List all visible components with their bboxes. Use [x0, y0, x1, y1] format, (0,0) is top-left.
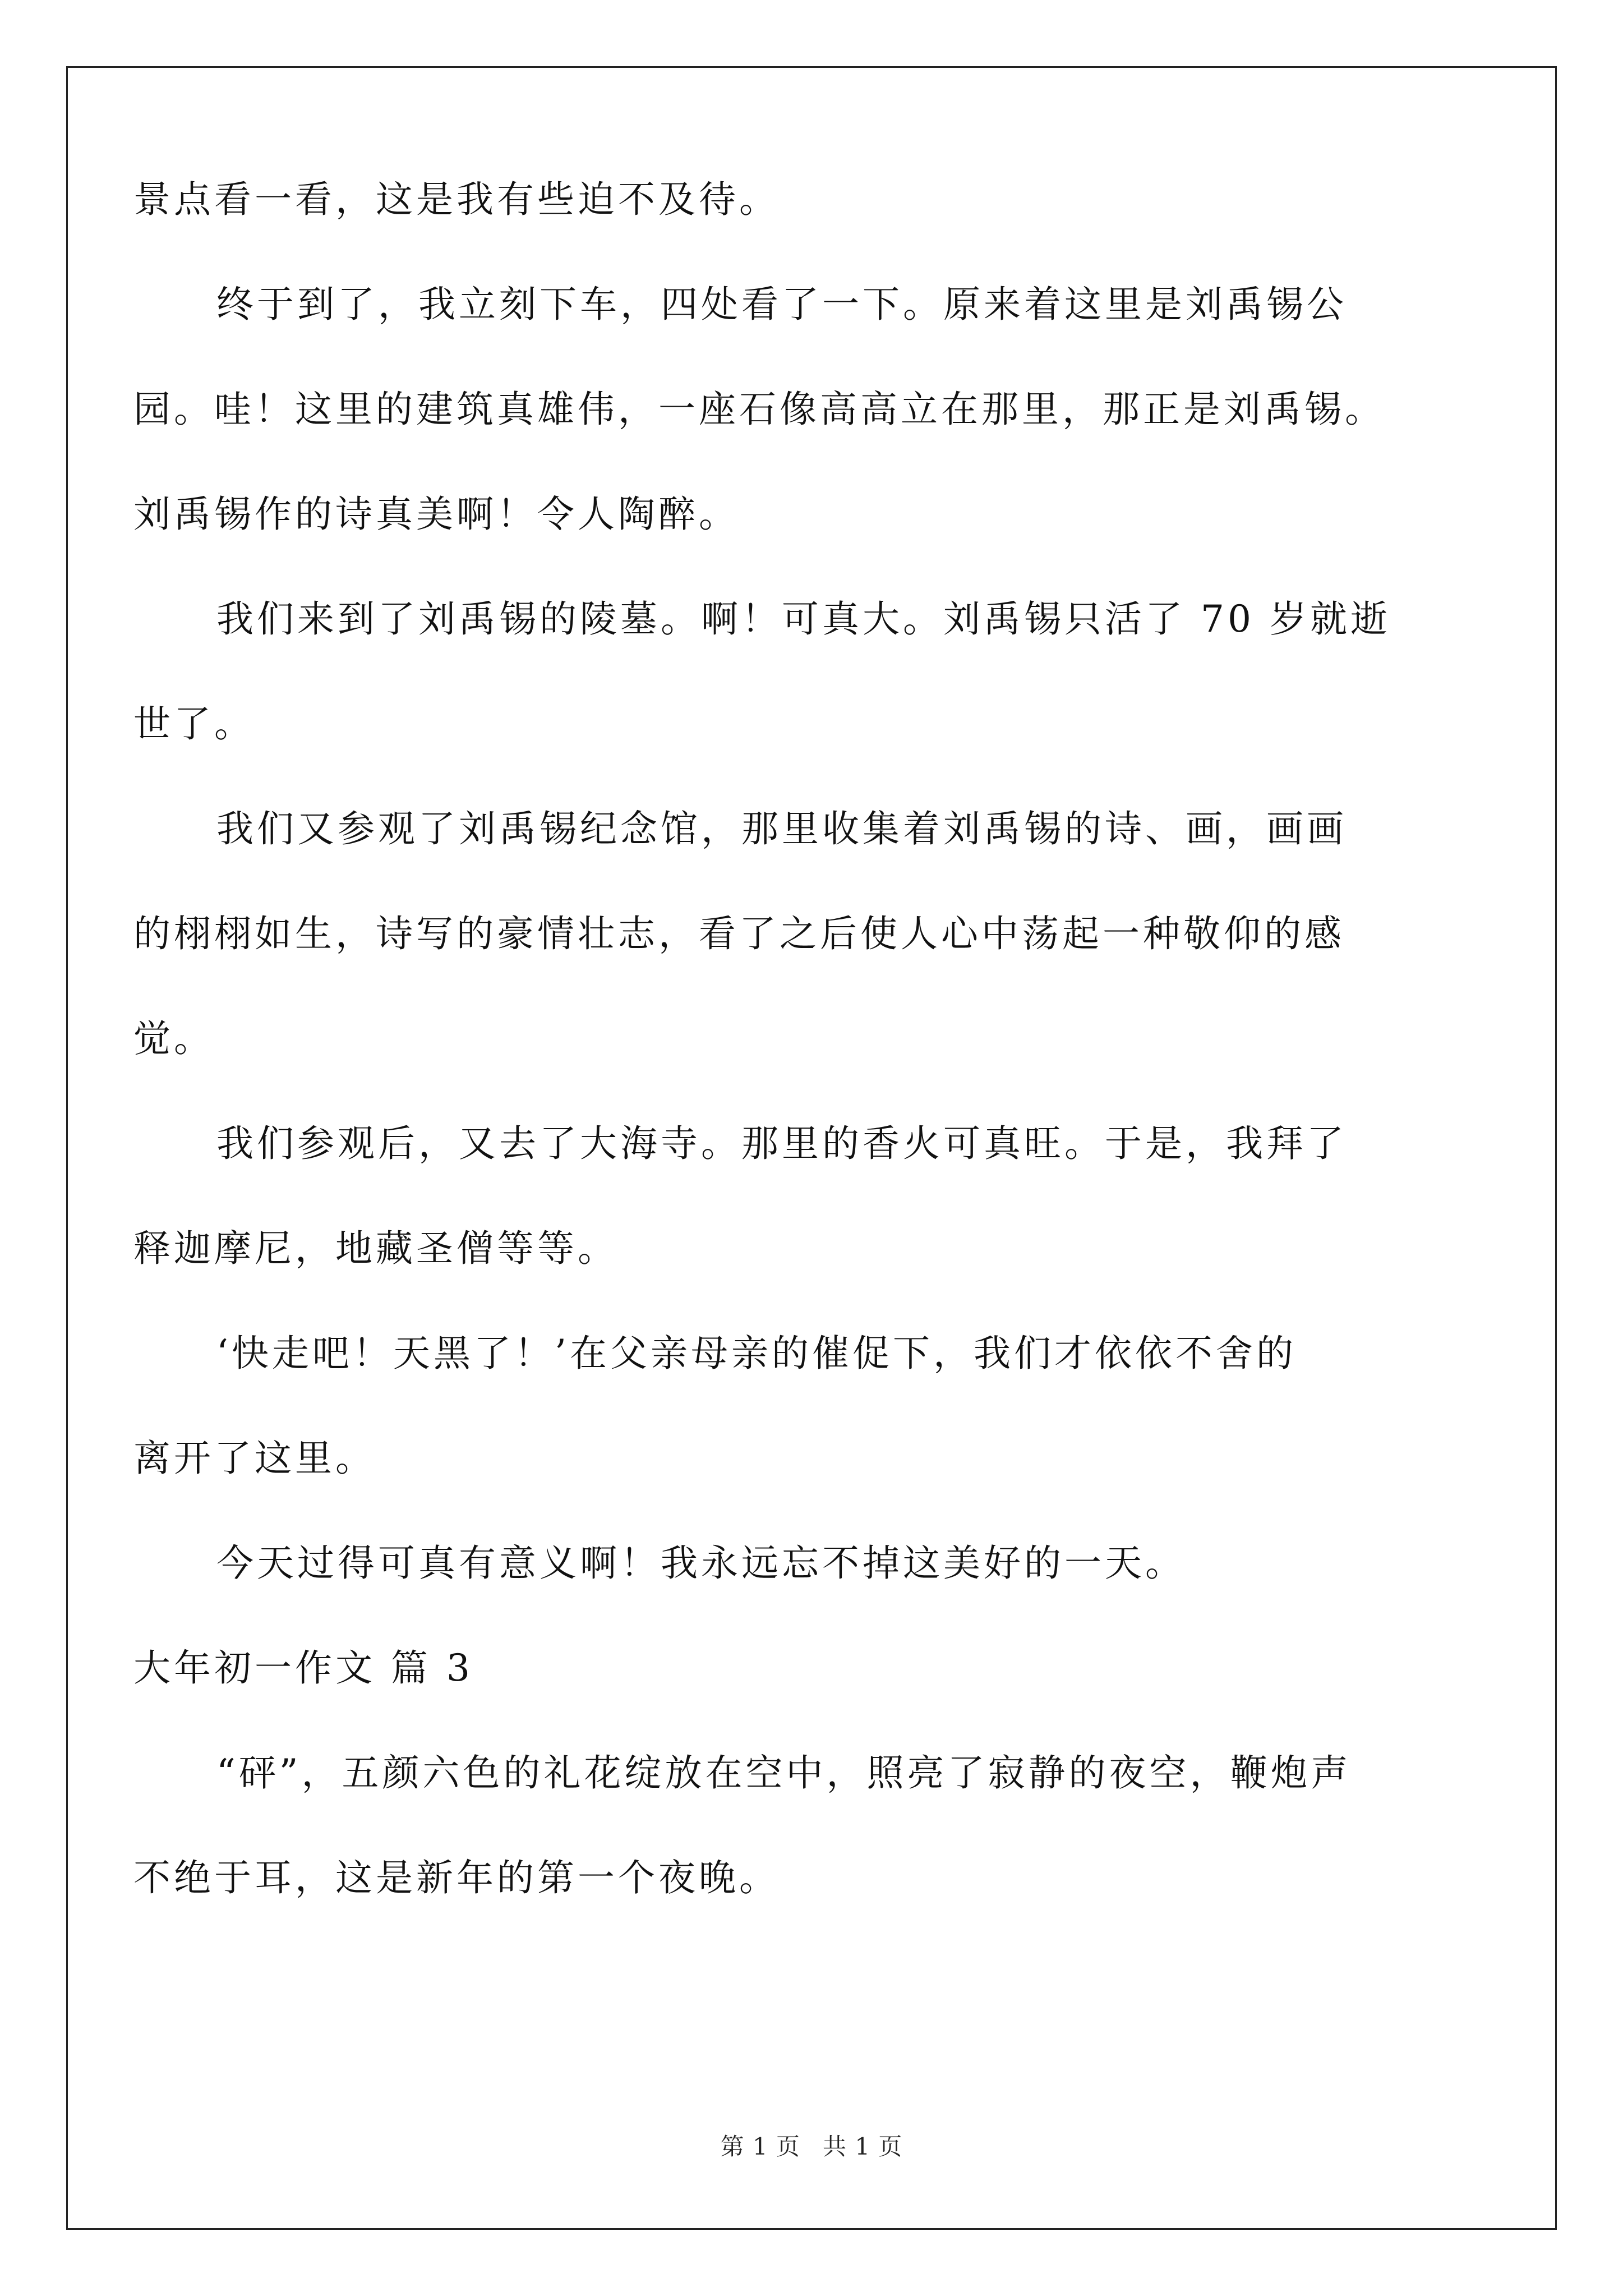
text-line: 世了。	[133, 702, 255, 746]
paragraph-first-line: 我们来到了刘禹锡的陵墓。啊！可真大。刘禹锡只活了 70 岁就逝	[216, 597, 1391, 641]
text-line: 离开了这里。	[133, 1437, 376, 1480]
page-number-total: 共 1 页	[823, 2133, 903, 2160]
section-heading: 大年初一作文 篇 3	[133, 1646, 473, 1690]
paragraph-first-line: 终于到了，我立刻下车，四处看了一下。原来着这里是刘禹锡公	[216, 283, 1347, 326]
text-line: 景点看一看，这是我有些迫不及待。	[133, 178, 780, 221]
text-line: 释迦摩尼，地藏圣僧等等。	[133, 1227, 618, 1270]
text-line: 觉。	[133, 1017, 214, 1060]
paragraph-first-line: 我们又参观了刘禹锡纪念馆，那里收集着刘禹锡的诗、画，画画	[216, 807, 1347, 850]
page-footer	[0, 2133, 1623, 2161]
paragraph-first-line: 我们参观后，又去了大海寺。那里的香火可真旺。于是，我拜了	[216, 1122, 1347, 1165]
paragraph-first-line: ‘快走吧！天黑了！’在父亲母亲的催促下，我们才依依不舍的	[216, 1332, 1297, 1375]
text-line: 刘禹锡作的诗真美啊！令人陶醉。	[133, 493, 739, 536]
text-line: 的栩栩如生，诗写的豪情壮志，看了之后使人心中荡起一种敬仰的感	[133, 912, 1345, 955]
paragraph-first-line: “砰”，五颜六色的礼花绽放在空中，照亮了寂静的夜空，鞭炮声	[216, 1751, 1352, 1795]
text-line: 园。哇！这里的建筑真雄伟，一座石像高高立在那里，那正是刘禹锡。	[133, 388, 1385, 431]
page-number-current: 第 1 页	[720, 2133, 800, 2160]
text-line: 不绝于耳，这是新年的第一个夜晚。	[133, 1856, 780, 1899]
paragraph-first-line: 今天过得可真有意义啊！我永远忘不掉这美好的一天。	[216, 1542, 1186, 1585]
